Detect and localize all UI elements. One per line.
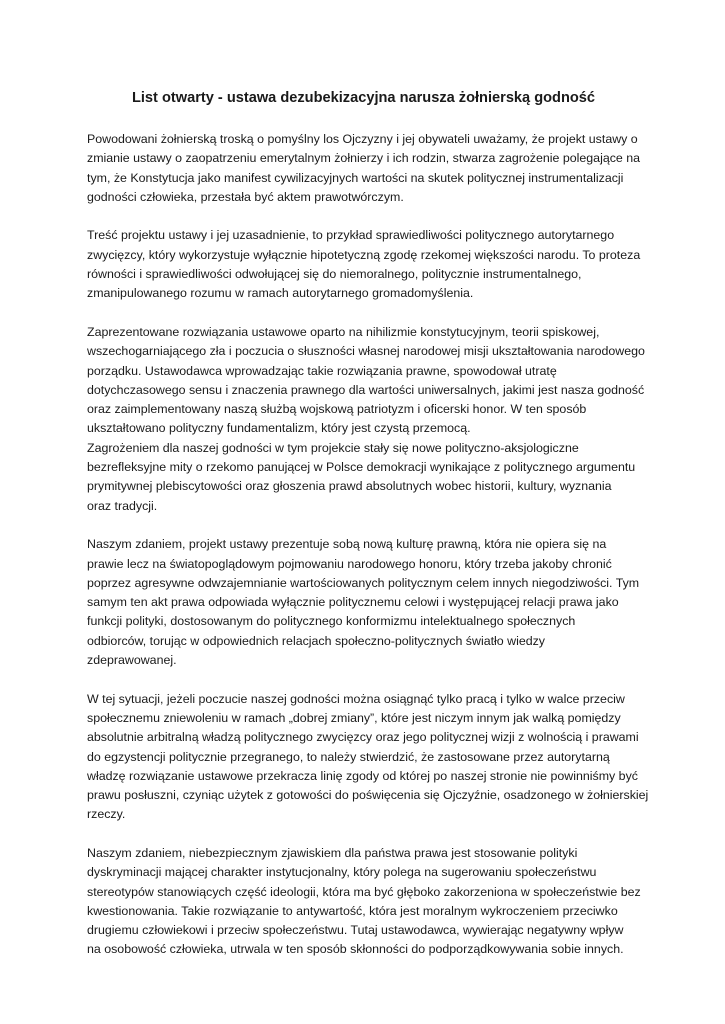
text-line: zmianie ustawy o zaopatrzeniu emerytalnym żołnierzy i ich rodzin, stwarza zagrożenie polegające na bbox=[87, 151, 641, 166]
text-line: ukształtowano polityczny fundamentalizm, który jest czystą przemocą. bbox=[87, 421, 471, 436]
paragraph-7 bbox=[87, 844, 640, 960]
text-line: godności człowieka, przestała być aktem prawotwórczym. bbox=[87, 189, 404, 204]
text-line: prymitywnej plebiscytowości oraz głoszenia prawd absolutnych wobec historii, kultury, wyznania bbox=[87, 479, 612, 494]
text-line: zwycięzcy, który wykorzystuje wyłącznie hipotetyczną zgodę rzekomej większości narodu. To proteza bbox=[87, 247, 641, 262]
paragraph-6 bbox=[87, 690, 649, 825]
text-line: Zagrożeniem dla naszej godności w tym projekcie stały się nowe polityczno-aksjologiczne bbox=[87, 440, 579, 455]
paragraph-1 bbox=[87, 130, 640, 207]
text-line: prawu posłuszni, czyniąc użytek z gotowości do poświęcenia się Ojczyźnie, osadzonego w żołnierskiej bbox=[87, 788, 649, 803]
text-line: równości i sprawiedliwości odwołującej się do niemoralnego, politycznie instrumentalnego, bbox=[87, 267, 582, 282]
text-line: oraz zaimplementowany naszą służbą wojskową patriotyzm i oficerski honor. W ten sposób bbox=[87, 402, 587, 417]
text-line: tym, że Konstytucja jako manifest cywilizacyjnych wartości na skutek politycznej instrumentalizacji bbox=[87, 170, 624, 185]
text-line: zdeprawowanej. bbox=[87, 653, 177, 668]
paragraph-4 bbox=[87, 439, 640, 516]
text-line: dyskryminacji mającej charakter instytucjonalny, który polega na sugerowaniu społeczeństwu bbox=[87, 865, 597, 880]
text-line: na osobowość człowieka, utrwala w ten sposób skłonności do podporządkowywania sobie innych. bbox=[87, 942, 624, 957]
text-line: Naszym zdaniem, projekt ustawy prezentuje sobą nową kulturę prawną, która nie opiera się na bbox=[87, 537, 607, 552]
text-line: społecznemu zniewoleniu w ramach „dobrej zmiany”, które jest niczym innym jak walką pomiędzy bbox=[87, 710, 621, 725]
text-line: kwestionowania. Takie rozwiązanie to antywartość, która jest moralnym wykroczeniem przeciwko bbox=[87, 903, 618, 918]
text-line: wszechogarniającego zła i poczucia o słuszności własnej narodowej misji ukształtowania narodowego bbox=[87, 344, 645, 359]
text-line: odbiorców, torując w odpowiednich relacjach społeczno-politycznych światło wiedzy bbox=[87, 633, 545, 648]
text-line: Treść projektu ustawy i jej uzasadnienie, to przykład sprawiedliwości politycznego autorytarnego bbox=[87, 228, 615, 243]
text-line: Zaprezentowane rozwiązania ustawowe oparto na nihilizmie konstytucyjnym, teorii spiskowej, bbox=[87, 324, 600, 339]
text-line: prawie lecz na światopoglądowym pojmowaniu narodowego honoru, który trzeba jakoby chronić bbox=[87, 556, 612, 571]
paragraph-3 bbox=[87, 323, 645, 439]
text-line: dotychczasowego sensu i znaczenia prawnego dla wartości uniwersalnych, jakimi jest nasza godność bbox=[87, 382, 645, 397]
text-line: porządku. Ustawodawca wprowadzając takie rozwiązania prawne, spowodował utratę bbox=[87, 363, 557, 378]
text-line: do egzystencji politycznie przegranego, to należy stwierdzić, że zastosowane przez autorytarną bbox=[87, 749, 610, 764]
text-line: W tej sytuacji, jeżeli poczucie naszej godności można osiągnąć tylko pracą i tylko w walce przeciw bbox=[87, 691, 625, 706]
text-line: drugiemu człowiekowi i przeciw społeczeństwu. Tutaj ustawodawca, wywierając negatywny wpływ bbox=[87, 923, 624, 938]
text-line: władzę rozwiązanie ustawowe przekracza linię zgody od której po naszej stronie nie powinniśmy być bbox=[87, 768, 638, 783]
text-line: samym ten akt prawa odpowiada wyłącznie politycznemu celowi i występującej relacji prawa jako bbox=[87, 595, 619, 610]
text-line: stereotypów stanowiących część ideologii, która ma być głęboko zakorzeniona w społeczeństwie bez bbox=[87, 884, 641, 899]
text-line: oraz tradycji. bbox=[87, 498, 158, 513]
paragraph-5 bbox=[87, 535, 640, 670]
paragraph-2 bbox=[87, 226, 640, 303]
text-line: absolutnie arbitralną władzą politycznego zwycięzcy oraz jego politycznej wizji z wolnością i prawami bbox=[87, 730, 639, 745]
document-title: List otwarty - ustawa dezubekizacyjna narusza żołnierską godność bbox=[131, 90, 596, 106]
text-line: Powodowani żołnierską troską o pomyślny los Ojczyzny i jej obywateli uważamy, że projekt ustawy o bbox=[87, 132, 638, 146]
text-line: bezrefleksyjne mity o rzekomo panującej w Polsce demokracji wynikające z politycznego argumentu bbox=[87, 460, 636, 475]
text-line: poprzez agresywne odwzajemnianie wartościowanych politycznym celem innych niegodziwości. Tym bbox=[87, 575, 640, 590]
text-line: Naszym zdaniem, niebezpiecznym zjawiskiem dla państwa prawa jest stosowanie polityki bbox=[87, 845, 578, 860]
text-line: rzeczy. bbox=[87, 807, 126, 822]
text-line: funkcji polityki, dostosowanym do politycznego konformizmu intelektualnego społecznych bbox=[87, 614, 576, 629]
text-line: zmanipulowanego rozumu w ramach autorytarnego gromadomyślenia. bbox=[87, 286, 474, 301]
